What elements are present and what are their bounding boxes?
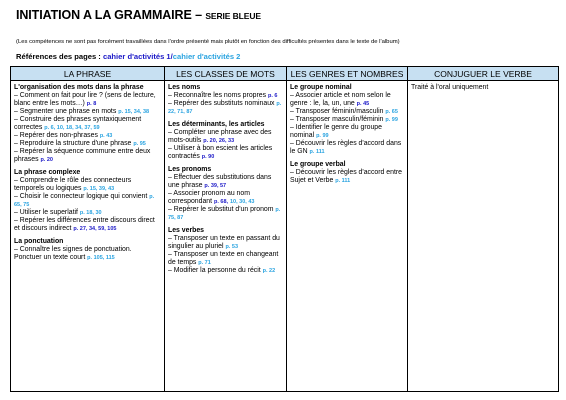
list-item	[14, 116, 161, 132]
item-text: – Transposer féminin/masculin	[290, 108, 384, 115]
page-ref: p. 105, 115	[87, 255, 115, 261]
column-header-classes: LES CLASSES DE MOTS	[165, 67, 287, 81]
page-ref: p. 71	[198, 260, 211, 266]
competence-table	[10, 66, 559, 392]
cahier2-label: cahier d'activités 2	[172, 52, 241, 61]
title-text: INITIATION A LA GRAMMAIRE	[16, 8, 192, 22]
page-references	[16, 52, 240, 61]
list-item	[168, 129, 283, 145]
page-ref: p. 18, 30	[79, 210, 102, 216]
page-ref: p. 6, 10, 18, 34, 37, 59	[44, 125, 100, 131]
page-ref: p. 22	[262, 268, 276, 274]
cell-classes	[165, 81, 287, 392]
item-text: – Repérer des non-phrases	[14, 132, 98, 139]
list-item	[168, 235, 283, 251]
list-item	[14, 140, 161, 148]
section-title: La phrase complexe	[14, 169, 81, 176]
page-ref: p. 111	[335, 178, 351, 184]
list-item	[168, 190, 283, 206]
list-item	[168, 145, 283, 161]
list-item	[14, 108, 161, 116]
item-text: – Compléter une phrase avec des mots-outils	[168, 129, 272, 144]
column-header-genres: LES GENRES ET NOMBRES	[287, 67, 408, 81]
item-text: – Utiliser le superlatif	[14, 209, 78, 216]
section-title: Le groupe nominal	[290, 84, 352, 91]
list-item	[168, 251, 283, 267]
oral-only-note: Traité à l'oral uniquement	[411, 84, 489, 91]
page-ref: p. 20, 26, 33	[203, 138, 235, 144]
section-title: La ponctuation	[14, 238, 64, 245]
page-title	[16, 8, 261, 22]
item-text: – Découvrir les règles d'accord entre Sujet et Verbe	[290, 169, 402, 184]
refs-separator: /	[170, 52, 173, 61]
page-ref: p. 99	[385, 117, 398, 123]
list-item	[290, 169, 404, 185]
table-header-row	[11, 67, 559, 81]
list-item	[168, 267, 283, 275]
refs-label: Références des pages :	[16, 52, 101, 61]
item-text: – Découvrir les règles d'accord dans le GN	[290, 140, 402, 155]
column-header-phrase: LA PHRASE	[11, 67, 165, 81]
item-text: – Comprendre le rôle des connecteurs temporels ou logiques	[14, 177, 132, 192]
series-label: SERIE BLEUE	[205, 11, 261, 21]
page-ref: p. 39, 57	[204, 183, 227, 189]
list-item	[14, 92, 161, 108]
item-text: – Transposer un texte en passant du singulier au pluriel	[168, 235, 280, 250]
item-text: – Transposer un texte en changeant de temps	[168, 251, 279, 266]
item-text: – Choisir le connecteur logique qui convient	[14, 193, 148, 200]
list-item	[14, 132, 161, 140]
page-ref: p. 22, 71, 87	[168, 101, 282, 115]
page-ref: p. 43	[99, 133, 113, 139]
list-item	[14, 246, 161, 262]
cell-genres	[287, 81, 408, 392]
item-text: – Reconnaître les noms propres	[168, 92, 267, 99]
list-item	[168, 206, 283, 222]
section-title: Le groupe verbal	[290, 161, 346, 168]
item-text: – Utiliser à bon escient les articles contractés	[168, 145, 273, 160]
page-ref: p. 15, 34, 38	[118, 109, 150, 115]
list-item	[290, 140, 404, 156]
section-title: L'organisation des mots dans la phrase	[14, 84, 144, 91]
list-item	[14, 148, 161, 164]
page-ref: p. 90	[201, 154, 215, 160]
cell-phrase	[11, 81, 165, 392]
page-ref: p. 6	[267, 93, 278, 99]
page-ref: p. 68,	[213, 199, 229, 205]
section-title: Les noms	[168, 84, 201, 91]
list-item	[168, 100, 283, 116]
item-text: – Repérer la séquence commune entre deux phrases	[14, 148, 151, 163]
item-text: – Reproduire la structure d'une phrase	[14, 140, 132, 147]
item-text: – Identifier le genre du groupe nominal	[290, 124, 382, 139]
page-ref: 10, 30, 43	[229, 199, 255, 205]
cell-conjuguer	[408, 81, 559, 392]
list-item	[168, 174, 283, 190]
item-text: – Modifier la personne du récit	[168, 267, 261, 274]
page-ref: p. 8	[86, 101, 97, 107]
section-title: Les verbes	[168, 227, 205, 234]
item-text: – Segmenter une phrase en mots	[14, 108, 117, 115]
list-item	[290, 108, 404, 116]
list-item	[290, 92, 404, 108]
list-item	[14, 209, 161, 217]
title-dash: –	[195, 8, 202, 22]
item-text: – Associer pronom au nom correspondant	[168, 190, 250, 205]
list-item	[290, 116, 404, 124]
item-text: – Repérer le substitut d'un pronom	[168, 206, 274, 213]
list-item	[14, 193, 161, 209]
item-text: – Effectuer des substitutions dans une phrase	[168, 174, 272, 189]
section-title: Les déterminants, les articles	[168, 121, 265, 128]
intro-note: (Les compétences ne sont pas forcément travaillées dans l'ordre présenté mais plutôt en fonction des difficultés présentes dans le texte de l'album)	[16, 39, 400, 45]
item-text: – Repérer les différences entre discours direct et discours indirect	[14, 217, 155, 232]
page-ref: p. 65, 75	[14, 194, 155, 208]
cahier1-label: cahier d'activités 1	[102, 52, 171, 61]
item-text: – Transposer masculin/féminin	[290, 116, 384, 123]
list-item	[290, 124, 404, 140]
list-item	[14, 177, 161, 193]
page-ref: p. 99	[316, 133, 329, 139]
page-ref: p. 15, 39, 43	[83, 186, 115, 192]
item-text: – Comment on fait pour lire ? (sens de lecture, blanc entre les mots…)	[14, 92, 156, 107]
page-ref: p. 95	[133, 141, 146, 147]
page-ref: p. 45	[356, 101, 370, 107]
page-ref: p. 53	[225, 244, 239, 250]
column-header-conjuguer: CONJUGUER LE VERBE	[408, 67, 559, 81]
list-item	[168, 92, 283, 100]
page-ref: p. 27, 34, 59, 105	[73, 226, 117, 232]
item-text: – Repérer des substituts nominaux	[168, 100, 275, 107]
table-row	[11, 81, 559, 392]
list-item	[14, 217, 161, 233]
page-ref: p. 20	[40, 157, 53, 163]
item-text: – Construire des phrases syntaxiquement correctes	[14, 116, 142, 131]
section-title: Les pronoms	[168, 166, 212, 173]
item-text: – Connaître les signes de ponctuation. Ponctuer un texte court	[14, 246, 132, 261]
page-ref: p. 111	[309, 149, 325, 155]
item-text: – Associer article et nom selon le genre : le, la, un, une	[290, 92, 391, 107]
page-ref: p. 65	[385, 109, 398, 115]
page-ref: p. 75, 87	[168, 207, 281, 221]
